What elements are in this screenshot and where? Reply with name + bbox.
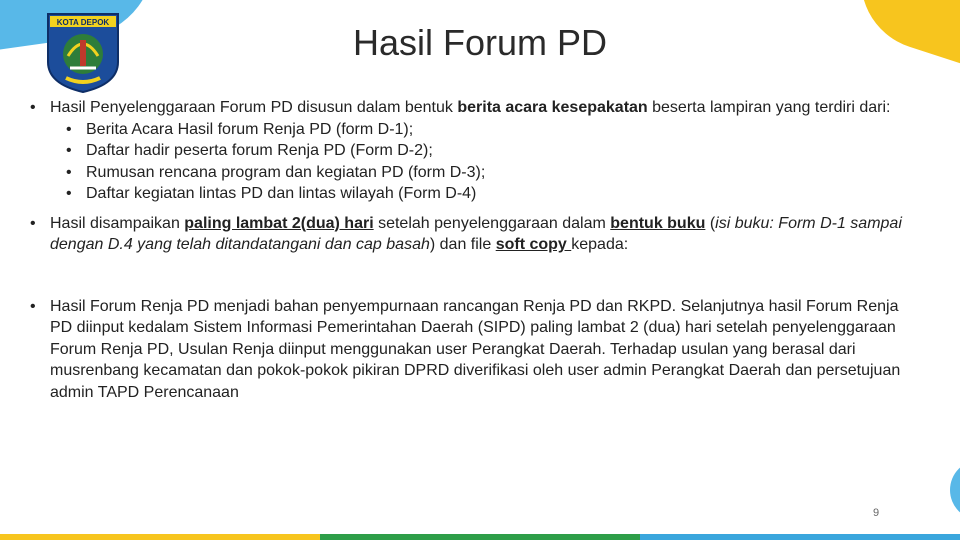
p2-text: Hasil disampaikan: [50, 214, 185, 232]
p2-text: kepada:: [571, 236, 629, 253]
p2-softcopy: soft copy: [495, 236, 572, 253]
p2-format: bentuk buku: [610, 214, 706, 232]
page-title: Hasil Forum PD: [352, 22, 608, 63]
p1-text-end: beserta lampiran yang terdiri dari:: [647, 99, 891, 116]
sub-item: • Daftar hadir peserta forum Renja PD (Form D-2);: [30, 140, 910, 162]
bullet-hasil-disampaikan: [30, 213, 910, 256]
bullet-hasil-penyelenggaraan: [30, 97, 910, 119]
slide-content: [30, 97, 910, 403]
p1-text: Hasil Penyelenggaraan Forum PD disusun dalam bentuk: [50, 99, 458, 116]
sub-item: • Berita Acara Hasil forum Renja PD (form D-1);: [30, 119, 910, 141]
p2-note: isi buku: Form D-1 sampai dengan D.4 yang telah ditandatangani dan cap basah: [50, 214, 902, 253]
page-number: 9: [873, 507, 880, 519]
bottom-color-bar: [0, 534, 960, 540]
p1-bold: berita acara kesepakatan: [457, 99, 648, 116]
bullet-hasil-forum: • Hasil Forum Renja PD menjadi bahan penyempurnaan rancangan Renja PD dan RKPD. Selanjutnya hasil Forum Renja PD diinput kedalam Sistem Informasi Pemerintahan Daerah (SIPD) paling lambat 2 (dua) hari setelah penyelenggaraan Forum Renja PD, Usulan Renja diinput menggunakan user Perangkat Daerah. Terhadap usulan yang berasal dari musrenbang kecamatan dan pokok-pokok pikiran DPRD diverifikasi oleh user admin Perangkat Daerah dan persetujuan admin TAPD Perencanaan: [30, 296, 910, 404]
decor-bottom-right: [950, 460, 960, 520]
p2-text: ) dan file: [429, 236, 496, 253]
logo-text: KOTA DEPOK: [56, 18, 110, 27]
p2-text: (: [705, 214, 716, 232]
sub-item: • Rumusan rencana program dan kegiatan PD (form D-3);: [30, 162, 910, 184]
sub-item: • Daftar kegiatan lintas PD dan lintas wilayah (Form D-4): [30, 183, 910, 205]
p2-deadline: paling lambat 2(dua) hari: [184, 214, 374, 232]
p2-text: setelah penyelenggaraan dalam: [373, 214, 611, 232]
